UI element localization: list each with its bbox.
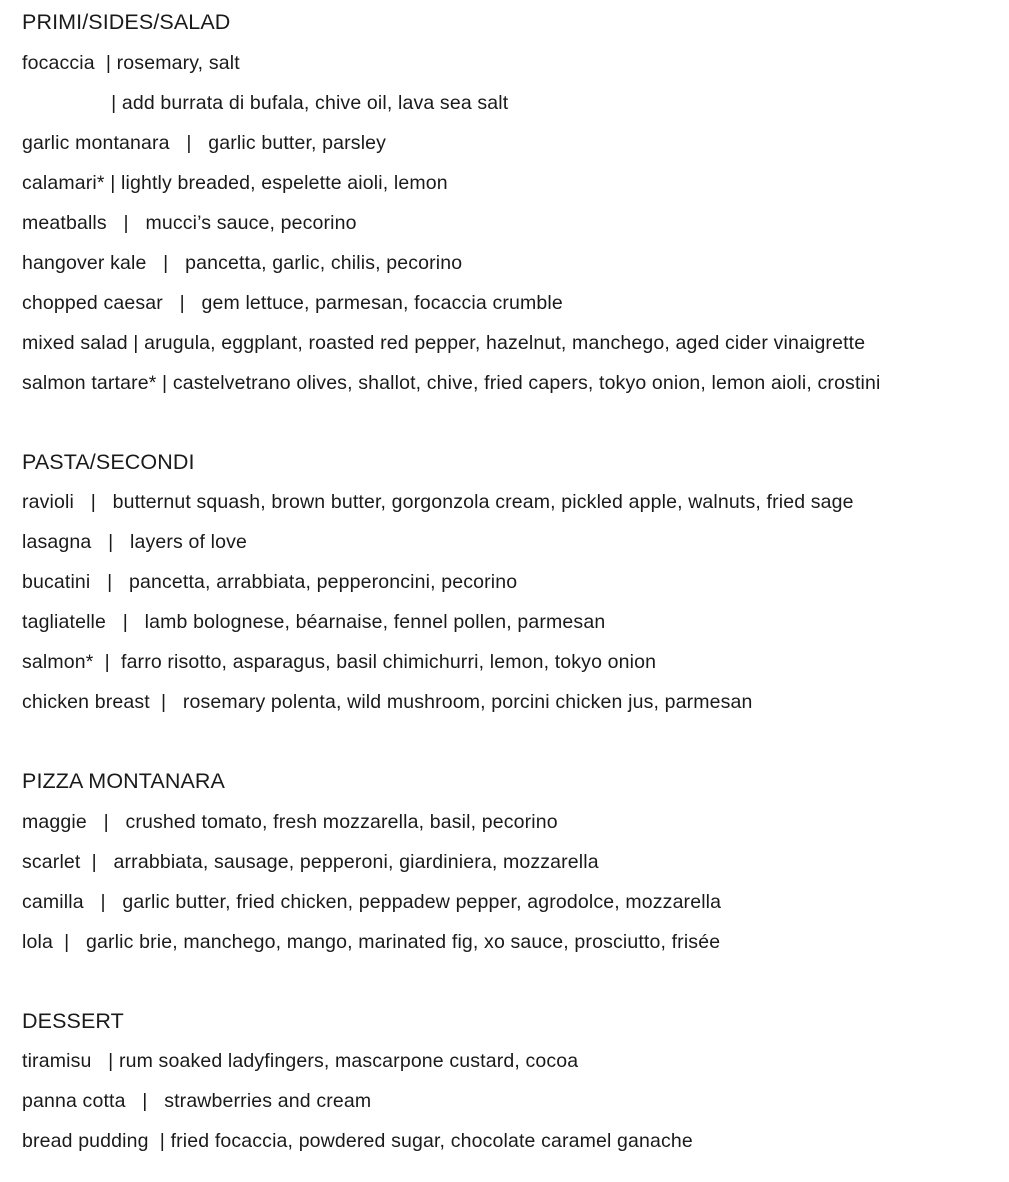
item-name: ravioli [22, 491, 91, 513]
menu-item [22, 570, 517, 594]
item-name: lola [22, 931, 65, 953]
item-name: salmon tartare* [22, 372, 163, 394]
item-name: camilla [22, 891, 101, 913]
menu-item [22, 810, 558, 834]
item-name: bucatini [22, 571, 108, 593]
item-description: layers of love [113, 531, 247, 553]
menu-item [22, 251, 462, 275]
menu-item [22, 91, 508, 115]
menu-item [22, 690, 753, 714]
separator: | [64, 931, 70, 953]
menu-item [22, 930, 720, 954]
item-name [22, 92, 111, 114]
separator: | [123, 212, 129, 234]
separator: | [100, 891, 106, 913]
menu-item [22, 1129, 693, 1153]
separator: | [142, 1090, 148, 1112]
item-description: lamb bolognese, béarnaise, fennel pollen, parmesan [127, 611, 606, 633]
separator: | [162, 372, 168, 394]
item-name: bread pudding [22, 1130, 160, 1152]
item-description: arrabbiata, sausage, pepperoni, giardiniera, mozzarella [96, 851, 599, 873]
section-title-primi: PRIMI/SIDES/SALAD [22, 10, 231, 34]
item-name: tiramisu [22, 1050, 109, 1072]
separator: | [104, 651, 110, 673]
section-title-dessert: DESSERT [22, 1009, 124, 1033]
item-description: garlic butter, fried chicken, peppadew pepper, agrodolce, mozzarella [105, 891, 722, 913]
item-name: panna cotta [22, 1090, 143, 1112]
menu-item [22, 1049, 578, 1073]
separator: | [186, 132, 192, 154]
item-name: chicken breast [22, 691, 161, 713]
item-name: hangover kale [22, 252, 164, 274]
separator: | [91, 851, 97, 873]
item-description: farro risotto, asparagus, basil chimichurri, lemon, tokyo onion [109, 651, 657, 673]
item-description: add burrata di bufala, chive oil, lava sea salt [116, 92, 509, 114]
item-description: garlic brie, manchego, mango, marinated fig, xo sauce, prosciutto, frisée [69, 931, 721, 953]
item-description: lightly breaded, espelette aioli, lemon [115, 172, 448, 194]
menu-item [22, 171, 448, 195]
item-name: scarlet [22, 851, 92, 873]
section-title-pizza: PIZZA MONTANARA [22, 769, 225, 793]
item-name: meatballs [22, 212, 124, 234]
separator: | [179, 292, 185, 314]
menu-item [22, 51, 240, 75]
item-name: calamari* [22, 172, 111, 194]
separator: | [103, 811, 109, 833]
menu-item [22, 530, 247, 554]
item-description: strawberries and cream [147, 1090, 372, 1112]
menu-item [22, 850, 599, 874]
item-name: tagliatelle [22, 611, 123, 633]
item-name: maggie [22, 811, 104, 833]
item-description: garlic butter, parsley [191, 132, 387, 154]
separator: | [163, 252, 169, 274]
separator: | [160, 691, 167, 713]
separator: | [105, 52, 112, 74]
item-name: garlic montanara [22, 132, 187, 154]
separator: | [107, 571, 113, 593]
item-description: rosemary polenta, wild mushroom, porcini chicken jus, parmesan [166, 691, 753, 713]
menu-item [22, 890, 721, 914]
menu-item [22, 610, 605, 634]
menu-item [22, 291, 563, 315]
item-description: pancetta, arrabbiata, pepperoncini, pecorino [112, 571, 518, 593]
item-description: butternut squash, brown butter, gorgonzola cream, pickled apple, walnuts, fried sage [95, 491, 854, 513]
item-description: castelvetrano olives, shallot, chive, fried capers, tokyo onion, lemon aioli, crostini [167, 372, 881, 394]
menu-item [22, 331, 865, 355]
item-name: salmon* [22, 651, 105, 673]
menu-item [22, 131, 386, 155]
item-description: gem lettuce, parmesan, focaccia crumble [184, 292, 563, 314]
item-description: rum soaked ladyfingers, mascarpone custard, cocoa [113, 1050, 579, 1072]
separator: | [159, 1130, 165, 1152]
menu-item [22, 371, 881, 395]
separator: | [90, 491, 96, 513]
item-name: focaccia [22, 52, 106, 74]
separator: | [110, 172, 116, 194]
item-description: crushed tomato, fresh mozzarella, basil, pecorino [108, 811, 558, 833]
item-description: pancetta, garlic, chilis, pecorino [168, 252, 463, 274]
separator: | [108, 531, 114, 553]
separator: | [108, 1050, 114, 1072]
item-description: arugula, eggplant, roasted red pepper, hazelnut, manchego, aged cider vinaigrette [138, 332, 866, 354]
section-title-pasta: PASTA/SECONDI [22, 450, 195, 474]
separator: | [133, 332, 139, 354]
item-description: fried focaccia, powdered sugar, chocolate caramel ganache [165, 1130, 693, 1152]
menu-item [22, 211, 357, 235]
item-name: mixed salad [22, 332, 134, 354]
menu-item [22, 650, 656, 674]
menu-item [22, 490, 854, 514]
item-name: lasagna [22, 531, 109, 553]
menu-item [22, 1089, 371, 1113]
item-description: mucci’s sauce, pecorino [128, 212, 357, 234]
separator: | [122, 611, 128, 633]
separator: | [111, 92, 117, 114]
item-name: chopped caesar [22, 292, 180, 314]
item-description: rosemary, salt [111, 52, 240, 74]
